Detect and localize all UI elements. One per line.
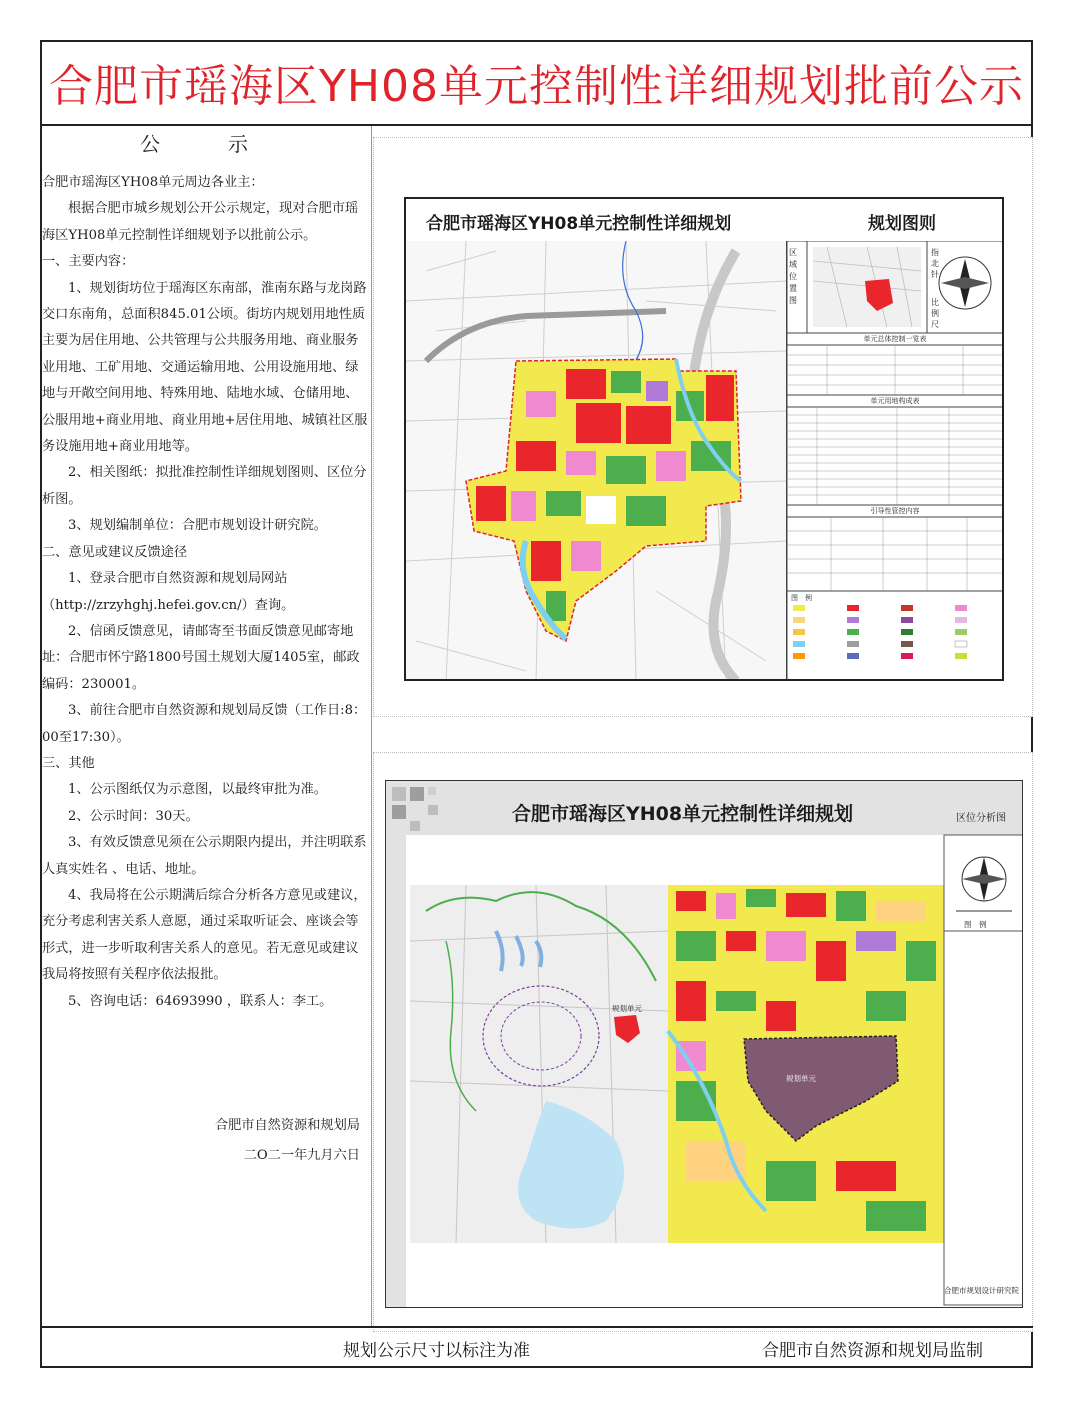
- table1-title: 单元总体控制一览表: [863, 335, 927, 343]
- salutation: 合肥市瑶海区YH08单元周边各业主：: [42, 175, 264, 190]
- analysis-org: 合肥市规划设计研究院: [944, 1286, 1019, 1295]
- header: [40, 40, 1033, 126]
- unit-label-overview: 规划单元: [612, 1004, 642, 1013]
- list-item: 1、登录合肥市自然资源和规划局网站（http://zrzyhghj.hefei.gov.cn/）查询。: [42, 571, 295, 613]
- list-item: 1、规划街坊位于瑶海区东南部，淮南东路与龙岗路交口东南角，总面积845.01公顷。街坊内规划用地性质主要为居住用地、公共管理与公共服务用地、商业服务业用地、工矿用地、交通运输用地、公用设施用地、绿地与开敞空间用地、特殊用地、陆地水域、仓储用地、公服用地+商业用地、商业用地+居住用地、城镇社区服务设施用地+商业用地等。: [42, 280, 368, 455]
- footer-note: 规划公示尺寸以标注为准: [343, 1341, 530, 1361]
- analysis-sheet: [385, 780, 1023, 1308]
- unit-label-detail: 规划单元: [786, 1074, 816, 1083]
- plan-map: [406, 241, 786, 681]
- section-title: 三、其他: [42, 755, 95, 771]
- signature-org: 合肥市自然资源和规划局: [214, 1118, 360, 1133]
- plan-sheet-subtitle: 规划图则: [868, 214, 936, 234]
- notice-column: [40, 126, 372, 1326]
- intro-paragraph: 根据合肥市城乡规划公开公示规定，现对合肥市瑶海区YH08单元控制性详细规划予以批前公示。: [42, 201, 359, 243]
- list-item: 4、我局将在公示期满后综合分析各方意见或建议，充分考虑利害关系人意愿，通过采取听证会、座谈会等形式，进一步听取利害关系人的意见。若无意见或建议我局将按照有关程序依法报批。: [42, 887, 367, 983]
- analysis-legend-title: 图 例: [964, 920, 987, 929]
- scale-label: 比例尺: [931, 298, 939, 329]
- list-item: 3、前往合肥市自然资源和规划局反馈（工作日:8：00至17:30）。: [42, 703, 367, 745]
- plan-sheet-header: [406, 199, 1002, 242]
- table3-title: 引导性管控内容: [870, 507, 920, 515]
- table2-title: 单元用地构成表: [870, 397, 920, 405]
- plan-sheet-title: 合肥市瑶海区YH08单元控制性详细规划: [426, 214, 732, 234]
- control-tables: [787, 241, 1003, 681]
- list-item: 2、相关图纸：拟批准控制性详细规划图则、区位分析图。: [42, 465, 367, 507]
- notice-heading: 公 示: [140, 132, 272, 156]
- analysis-sheet-subtitle: 区位分析图: [956, 813, 1006, 824]
- section-title: 一、主要内容：: [42, 254, 135, 270]
- list-item: 2、公示时间：30天。: [68, 808, 199, 824]
- list-item: 1、公示图纸仅为示意图，以最终审批为准。: [68, 782, 327, 798]
- list-item: 5、咨询电话：64693990 ，联系人：李工。: [68, 993, 333, 1009]
- page-title: 合肥市瑶海区YH08单元控制性详细规划批前公示: [49, 61, 1024, 112]
- signature-date: 二O二一年九月六日: [243, 1148, 360, 1163]
- notice-body: [42, 170, 368, 1015]
- list-item: 3、有效反馈意见须在公示期限内提出，并注明联系人真实姓名 、电话、地址。: [42, 835, 367, 877]
- footer: [40, 1326, 1033, 1368]
- legend-title: 图 例: [791, 594, 812, 602]
- analysis-graphics: [386, 781, 1023, 1308]
- north-label: 指北针: [931, 248, 939, 279]
- section-title: 二、意见或建议反馈途径: [42, 544, 188, 560]
- footer-issuer: 合肥市自然资源和规划局监制: [762, 1341, 983, 1361]
- location-label: 区域位置图: [789, 248, 797, 305]
- control-table-panel: [786, 241, 1003, 681]
- list-item: 3、规划编制单位：合肥市规划设计研究院。: [68, 518, 327, 534]
- list-item: 2、信函反馈意见，请邮寄至书面反馈意见邮寄地址：合肥市怀宁路1800号国土规划大厦1405室，邮政编码：230001。: [42, 623, 360, 692]
- plan-sheet: [404, 197, 1004, 681]
- analysis-sheet-title: 合肥市瑶海区YH08单元控制性详细规划: [512, 803, 854, 825]
